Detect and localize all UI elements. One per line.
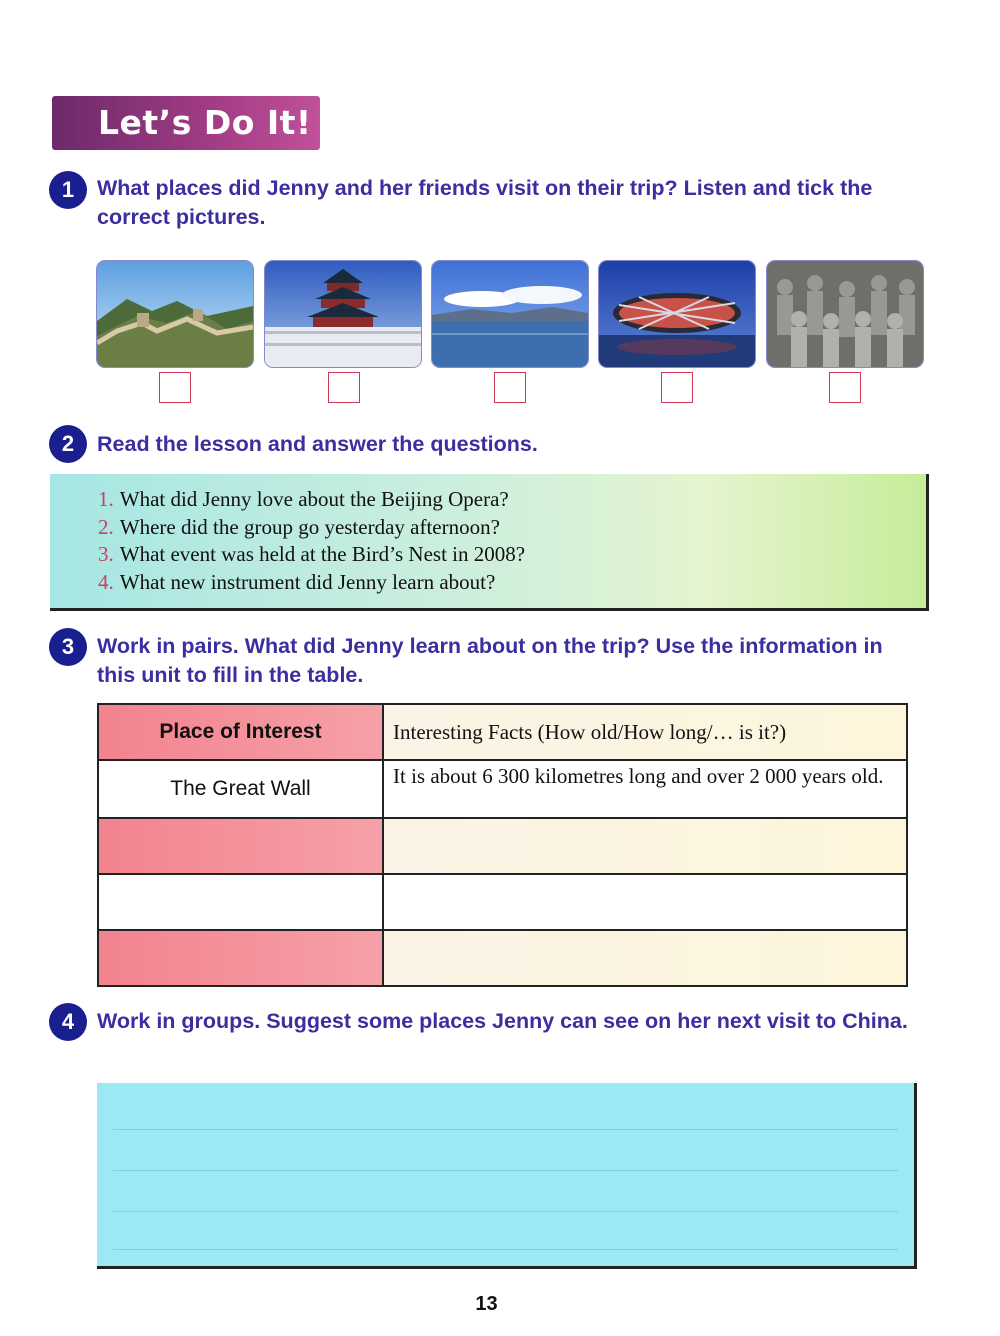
section-3-number: 3 — [49, 628, 87, 666]
place-cell[interactable] — [98, 930, 383, 986]
table-row — [98, 874, 907, 930]
questions-box — [50, 474, 929, 611]
table-row — [98, 760, 907, 818]
question-text: What new instrument did Jenny learn about? — [119, 569, 496, 594]
tick-checkbox[interactable] — [159, 372, 191, 403]
great-wall-photo — [96, 260, 254, 368]
section-3-instruction: Work in pairs. What did Jenny learn about on the trip? Use the information in this unit to fill in the table. — [97, 634, 883, 687]
facts-cell[interactable]: It is about 6 300 kilometres long and over 2 000 years old. — [383, 760, 907, 818]
tick-checkbox[interactable] — [661, 372, 693, 403]
section-2-instruction: Read the lesson and answer the questions. — [97, 432, 538, 456]
facts-cell[interactable] — [383, 818, 907, 874]
question-number: 4. — [98, 569, 114, 594]
writing-line — [113, 1211, 898, 1212]
terracotta-warriors-photo — [766, 260, 924, 368]
temple-of-heaven-photo — [264, 260, 422, 368]
question-text: What event was held at the Bird’s Nest in 2008? — [119, 542, 526, 566]
page-number: 13 — [475, 1293, 498, 1315]
facts-cell[interactable] — [383, 930, 907, 986]
column-header-place: Place of Interest — [98, 704, 383, 760]
table-row — [98, 818, 907, 874]
question-text: Where did the group go yesterday afternoon? — [119, 514, 500, 539]
lets-do-it-banner — [52, 96, 320, 150]
lake-landscape-photo — [431, 260, 589, 368]
section-4-number: 4 — [49, 1003, 87, 1041]
tick-checkbox[interactable] — [829, 372, 861, 403]
column-header-facts: Interesting Facts (How old/How long/… is it?) — [383, 704, 907, 760]
question-text: What did Jenny love about the Beijing Opera? — [119, 487, 509, 511]
writing-line — [113, 1129, 898, 1130]
question-item — [98, 514, 525, 542]
section-2-number: 2 — [49, 425, 87, 463]
section-1-number: 1 — [49, 171, 87, 209]
question-number: 2. — [98, 514, 114, 539]
question-number: 1. — [98, 487, 114, 511]
writing-line — [113, 1249, 898, 1250]
table-row — [98, 930, 907, 986]
question-item — [98, 486, 525, 514]
answer-writing-box[interactable] — [97, 1083, 917, 1269]
facts-cell[interactable] — [383, 874, 907, 930]
tick-checkbox[interactable] — [494, 372, 526, 403]
question-number: 3. — [98, 542, 114, 566]
writing-line — [113, 1170, 898, 1171]
place-cell[interactable]: The Great Wall — [98, 760, 383, 818]
table-header-row — [98, 704, 907, 760]
place-cell[interactable] — [98, 818, 383, 874]
section-4-instruction: Work in groups. Suggest some places Jenny can see on her next visit to China. — [97, 1009, 908, 1033]
section-1-instruction: What places did Jenny and her friends visit on their trip? Listen and tick the correct pictures. — [97, 176, 873, 229]
tick-checkbox[interactable] — [328, 372, 360, 403]
question-list — [98, 486, 525, 596]
birds-nest-stadium-photo — [598, 260, 756, 368]
banner-title: Let’s Do It! — [98, 103, 312, 142]
place-cell[interactable] — [98, 874, 383, 930]
question-item — [98, 541, 525, 569]
facts-table — [97, 703, 908, 987]
question-item — [98, 569, 525, 597]
